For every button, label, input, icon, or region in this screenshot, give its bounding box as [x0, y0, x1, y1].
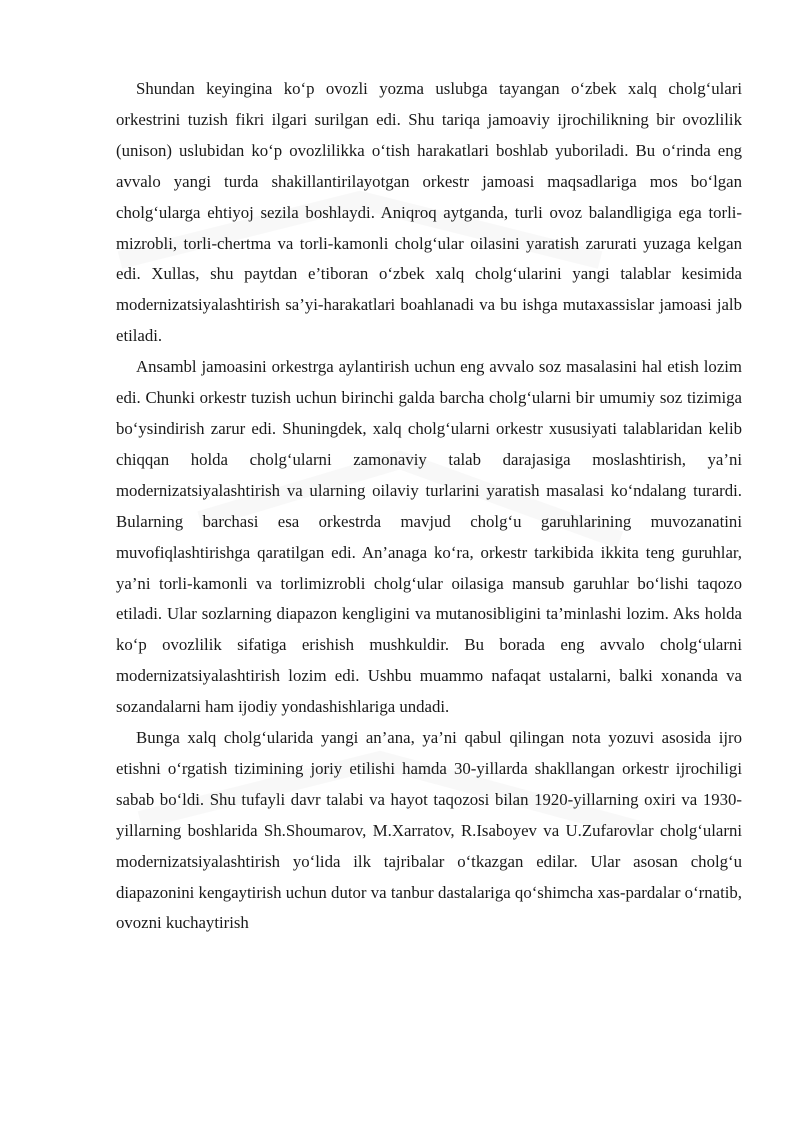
paragraph-3: Bunga xalq cholg‘ularida yangi an’ana, ya’ni qabul qilingan nota yozuvi asosida ijro etishni o‘rgatish tizimining joriy etilishi hamda 30-yillarda shakllangan orkestr ijrochiligi sabab bo‘ldi. Shu tufayli davr talabi va hayot taqozosi bilan 1920-yillarning oxiri va 1930-yillarning boshlarida Sh.Shoumarov, M.Xarratov, R.Isaboyev va U.Zufarovlar cholg‘ularni modernizatsiyalashtirish yo‘lida ilk tajribalar o‘tkazgan edilar. Ular asosan cholg‘u diapazonini kengaytirish uchun dutor va tanbur dastalariga qo‘shimcha xas-pardalar o‘rnatib, ovozni kuchaytirish [116, 728, 742, 933]
document-page [116, 74, 742, 939]
paragraph-2: Ansambl jamoasini orkestrga aylantirish uchun eng avvalo soz masalasini hal etish lozim edi. Chunki orkestr tuzish uchun birinchi galda barcha cholg‘ularni bir umumiy soz tizimiga bo‘ysindirish zarur edi. Shuningdek, xalq cholg‘ularni orkestr xususiyati talablaridan kelib chiqqan holda cholg‘ularni zamonaviy talab darajasiga moslashtirish, ya’ni modernizatsiyalashtirish va ularning oilaviy turlarini yaratish masalasi ko‘ndalang turardi. Bularning barchasi esa orkestrda mavjud cholg‘u garuhlarining muvozanatini muvofiqlashtirishga qaratilgan edi. An’anaga ko‘ra, orkestr tarkibida ikkita teng guruhlar, ya’ni torli-kamonli va torlimizrobli cholg‘ular oilasiga mansub garuhlar bo‘lishi taqozo etiladi. Ular sozlarning diapazon kengligini va mutanosibligini ta’minlashi lozim. Aks holda ko‘p ovozlilik sifatiga erishish mushkuldir. Bu borada eng avvalo cholg‘ularni modernizatsiyalashtirish lozim edi. Ushbu muammo nafaqat ustalarni, balki xonanda va sozandalarni ham ijodiy yondashishlariga undadi. [116, 357, 742, 717]
paragraph-1: Shundan keyingina ko‘p ovozli yozma uslubga tayangan o‘zbek xalq cholg‘ulari orkestrini tuzish fikri ilgari surilgan edi. Shu tariqa jamoaviy ijrochilikning bir ovozlilik (unison) uslubidan ko‘p ovozlilikka o‘tish harakatlari boshlab yuboriladi. Bu o‘rinda eng avvalo yangi turda shakillantirilayotgan orkestr jamoasi maqsadlariga mos bo‘lgan cholg‘ularga ehtiyoj sezila boshlaydi. Aniqroq aytganda, turli ovoz balandligiga ega torli-mizrobli, torli-chertma va torli-kamonli cholg‘ular oilasini yaratish zarurati yuzaga kelgan edi. Xullas, shu paytdan e’tiboran o‘zbek xalq cholg‘ularini yangi talablar kesimida modernizatsiyalashtirish sa’yi-harakatlari boahlanadi va bu ishga mutaxassislar jamoasi jalb etiladi. [116, 79, 742, 346]
